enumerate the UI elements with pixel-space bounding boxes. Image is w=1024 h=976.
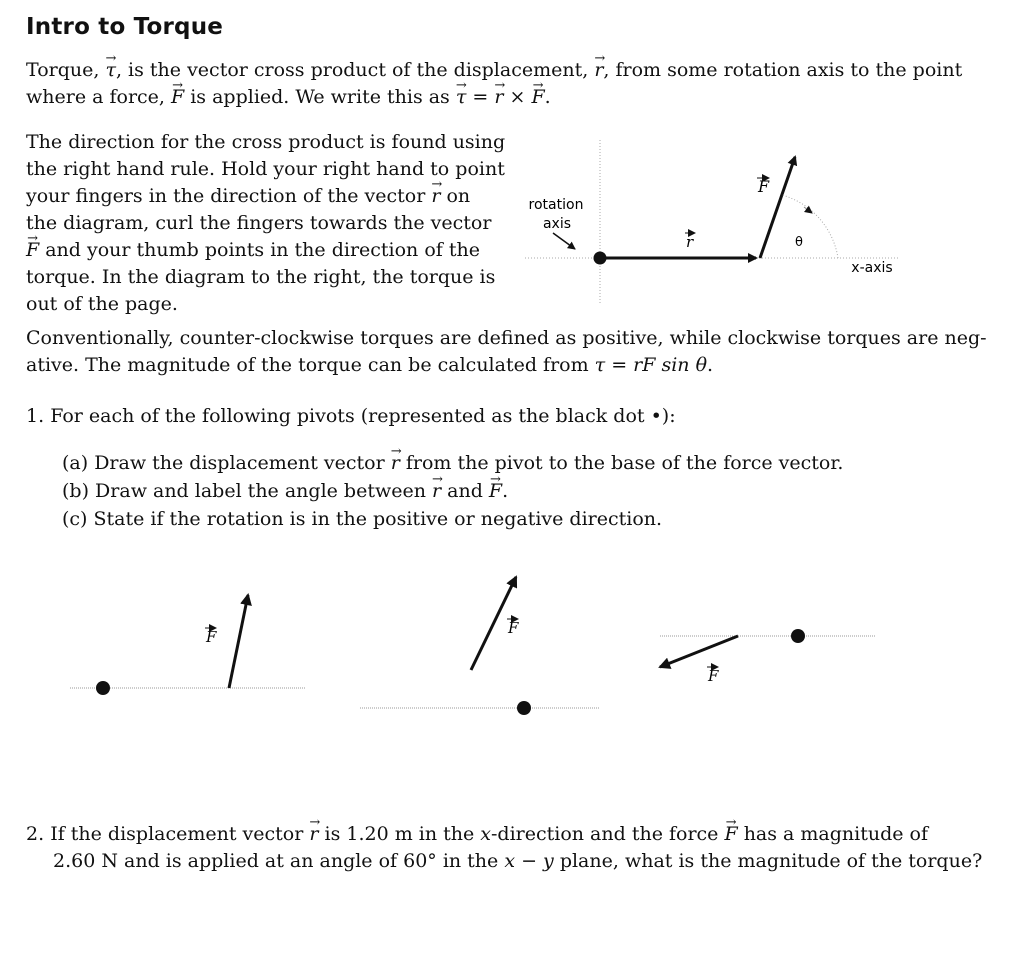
page-title: Intro to Torque	[26, 14, 224, 40]
rhr-line-7: out of the page.	[26, 293, 178, 315]
text: If the displacement vector	[50, 823, 310, 845]
question-1a	[62, 450, 843, 477]
text: , from some rotation axis to the point	[603, 59, 963, 81]
text: has a magnitude of	[737, 823, 929, 845]
r-vector: r →	[309, 821, 318, 848]
item-label: (c)	[62, 508, 88, 530]
pivot-dot	[791, 629, 805, 643]
text: on	[440, 185, 471, 207]
period: .	[544, 86, 551, 108]
F-label: F	[206, 628, 217, 646]
text: , is the vector cross product of the displacement,	[115, 59, 595, 81]
r-vector: r →	[594, 57, 603, 84]
pivot-diagram-2	[360, 577, 600, 715]
question-1c	[62, 506, 662, 533]
tau-vector: τ →	[456, 84, 467, 111]
F-vector: F →	[531, 84, 544, 111]
F-vector: F →	[724, 821, 737, 848]
torque-diagram	[520, 135, 910, 310]
F-vector-arrow	[760, 157, 795, 258]
rhr-line-6: torque. In the diagram to the right, the torque is	[26, 266, 496, 288]
x-axis-label: x-axis	[851, 260, 893, 276]
text: your fingers in the direction of the vector	[26, 185, 432, 207]
text: Draw and label the angle between	[95, 480, 432, 502]
text: .	[502, 480, 509, 502]
r-vector: r →	[391, 450, 400, 477]
F-vector: F →	[489, 478, 502, 505]
question-1b	[62, 478, 508, 505]
tau-vector: τ →	[105, 57, 116, 84]
text: ative. The magnitude of the torque can be calculated from	[26, 354, 595, 376]
text: where a force,	[26, 86, 171, 108]
text: from the pivot to the base of the force vector.	[399, 452, 844, 474]
text: is applied. We write this as	[184, 86, 456, 108]
text: and	[441, 480, 489, 502]
x-symbol: x	[480, 823, 491, 845]
rhr-line-3	[26, 183, 470, 210]
text: Torque,	[26, 59, 106, 81]
force-vector	[660, 636, 738, 667]
pivot-diagram-1	[70, 595, 305, 695]
pivot-diagrams	[60, 565, 890, 725]
r-vector: r →	[432, 478, 441, 505]
equals-sign: =	[466, 86, 495, 108]
F-label: F	[708, 667, 719, 685]
theta-label: θ	[795, 235, 803, 250]
theta-arc	[782, 195, 838, 258]
axis-label: axis	[542, 216, 572, 232]
convention-line-1: Conventionally, counter-clockwise torques are defined as positive, while clockwise torques are neg-	[26, 327, 987, 349]
F-label: F	[758, 177, 770, 196]
period: .	[707, 354, 714, 376]
question-2-line-2	[53, 848, 982, 875]
F-vector: F →	[171, 84, 184, 111]
text: -direction and the force	[491, 823, 725, 845]
question-number: 2.	[26, 823, 45, 845]
text: Draw the displacement vector	[94, 452, 391, 474]
question-text: For each of the following pivots (represented as the black dot •):	[50, 405, 676, 427]
rhr-line-4: the diagram, curl the fingers towards the vector	[26, 212, 492, 234]
text: plane, what is the magnitude of the torque?	[553, 850, 983, 872]
force-vector	[229, 595, 248, 688]
question-number: 1.	[26, 405, 45, 427]
pivot-diagram-3	[660, 629, 875, 685]
item-label: (b)	[62, 480, 89, 502]
r-vector: r →	[431, 183, 440, 210]
rhr-line-2: the right hand rule. Hold your right hand to point	[26, 158, 505, 180]
pivot-dot	[517, 701, 531, 715]
r-vector: r →	[494, 84, 503, 111]
rhr-line-5	[26, 237, 480, 264]
F-vector: F →	[26, 237, 39, 264]
question-2-line-1	[26, 821, 928, 848]
pivot-dot	[594, 252, 607, 265]
text: State if the rotation is in the positive or negative direction.	[93, 508, 663, 530]
question-1	[26, 403, 676, 430]
rhr-line-1: The direction for the cross product is found using	[26, 131, 506, 153]
F-label: F	[508, 619, 519, 637]
rotation-axis-pointer	[553, 233, 575, 249]
pivot-dot	[96, 681, 110, 695]
text: is 1.20 m in the	[318, 823, 481, 845]
intro-line-2	[26, 84, 551, 111]
cross-sign: ×	[503, 86, 532, 108]
convention-line-2	[26, 352, 713, 379]
plane-symbol: x − y	[504, 850, 554, 872]
text: 2.60 N and is applied at an angle of 60° in the	[53, 850, 505, 872]
text: and your thumb points in the direction of the	[39, 239, 480, 261]
item-label: (a)	[62, 452, 89, 474]
theta-arc-arrowhead	[804, 207, 812, 213]
rotation-label: rotation	[528, 197, 584, 213]
torque-formula: τ = rF sin θ	[594, 354, 708, 376]
r-label: r	[686, 233, 694, 251]
